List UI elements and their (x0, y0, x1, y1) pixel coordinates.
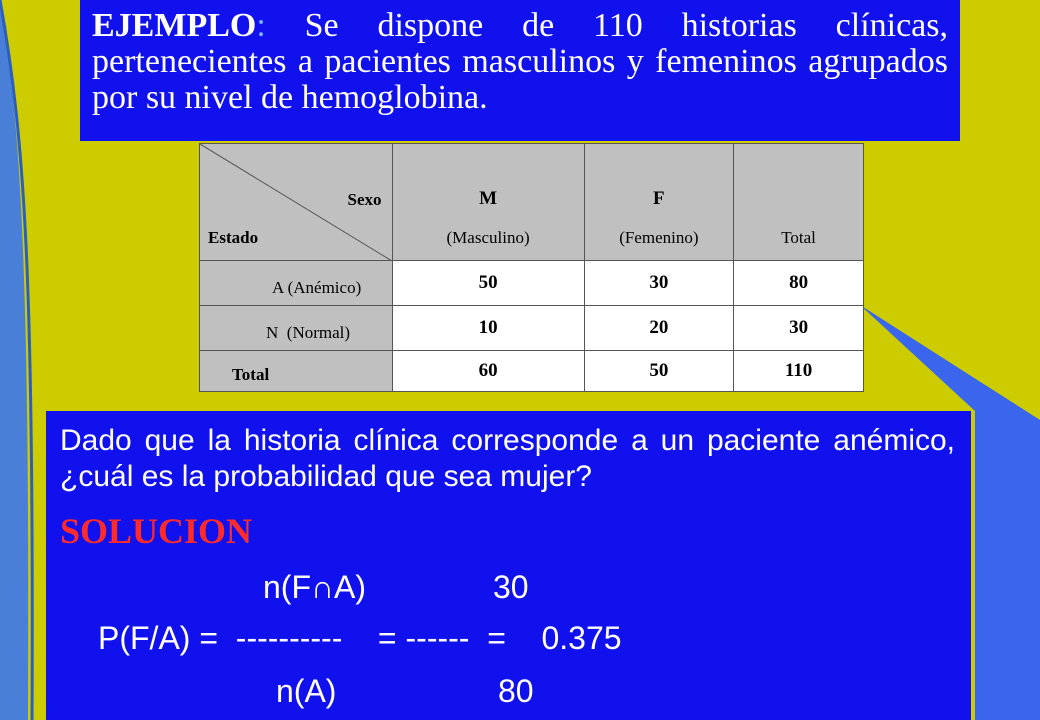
denominator-value: 80 (498, 673, 534, 709)
row-label-anemico: A (Anémico) (200, 261, 393, 306)
example-box (80, 0, 960, 141)
example-lead: EJEMPLO (92, 7, 257, 44)
corner-top-label: Sexo (347, 190, 382, 209)
table-cell: 20 (584, 306, 734, 351)
corner-header-cell (200, 144, 393, 261)
table-cell: 50 (584, 351, 734, 392)
left-curve-shape (0, 0, 28, 720)
column-name: Total (781, 228, 816, 247)
column-code: M (479, 188, 498, 209)
probability-equation: P(F/A) = ---------- = ------ = 0.375 (98, 620, 622, 656)
table-cell: 30 (584, 261, 734, 306)
column-header-m (392, 144, 584, 261)
example-paragraph (92, 8, 948, 116)
table-cell: 10 (392, 306, 584, 351)
contingency-table (199, 143, 864, 392)
row-label-normal: N (Normal) (200, 306, 393, 351)
column-header-f (584, 144, 734, 261)
table-cell: 30 (734, 306, 864, 351)
table-cell: 80 (734, 261, 864, 306)
solution-box (46, 411, 971, 720)
example-colon: : (256, 7, 266, 44)
solution-heading: SOLUCION (60, 511, 253, 551)
table-cell: 110 (734, 351, 864, 392)
numerator-expression: n(F∩A) (263, 569, 366, 605)
question-text: Dado que la historia clínica corresponde a un paciente anémico, ¿cuál es la probabilidad que sea mujer? (60, 424, 955, 493)
column-header-total (734, 144, 864, 261)
numerator-value: 30 (493, 569, 529, 605)
column-name: (Masculino) (446, 228, 530, 247)
example-text: Se dispone de 110 historias clínicas, pertenecientes a pacientes masculinos y femeninos agrupados por su nivel de hemoglobina. (92, 7, 948, 116)
column-name: (Femenino) (619, 228, 699, 247)
denominator-expression: n(A) (276, 673, 337, 709)
corner-bottom-label: Estado (208, 228, 259, 247)
row-label-total: Total (200, 351, 393, 392)
table-cell: 50 (392, 261, 584, 306)
column-code: F (653, 188, 665, 209)
table-cell: 60 (392, 351, 584, 392)
